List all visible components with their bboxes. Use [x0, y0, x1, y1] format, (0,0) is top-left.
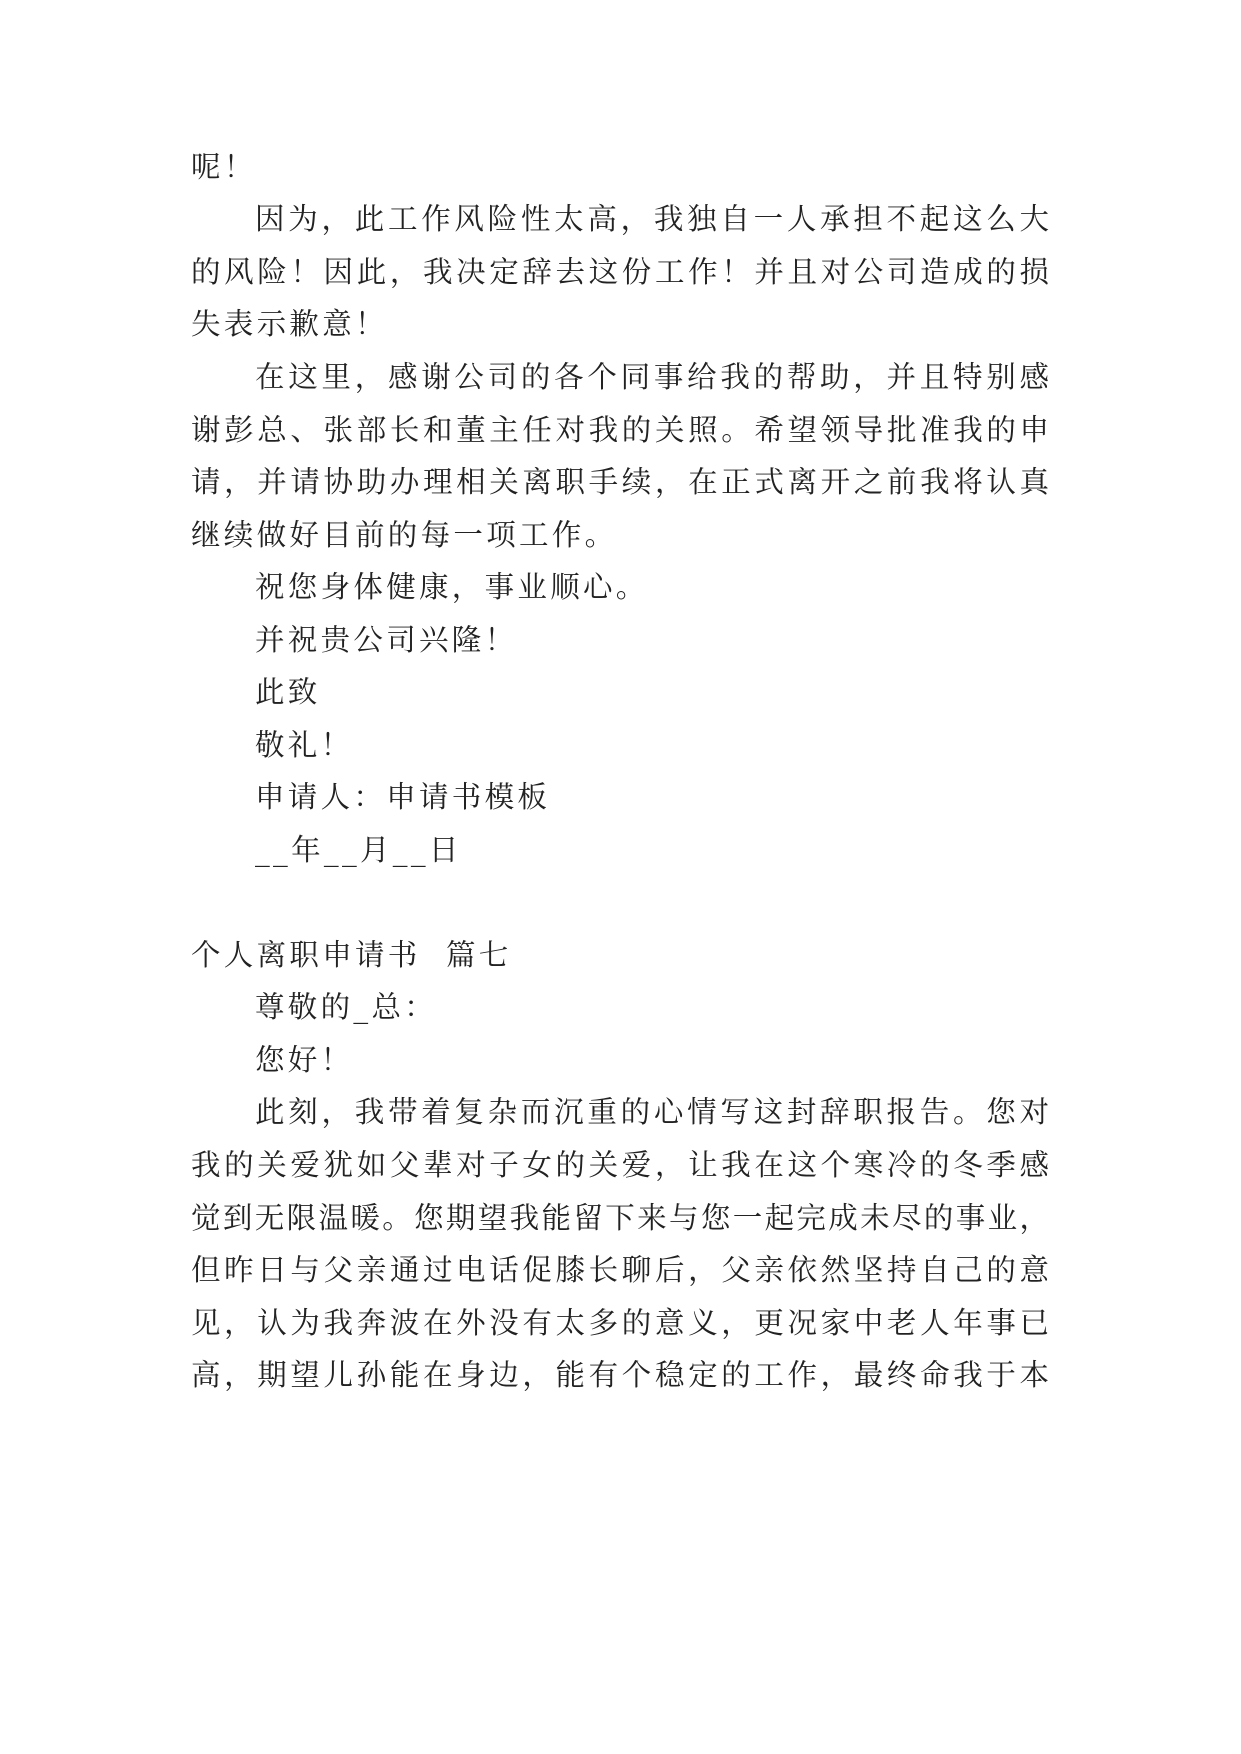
paragraph-line: 因为，此工作风险性太高，我独自一人承担不起这么大 [255, 202, 1049, 236]
paragraph-line: 我的关爱犹如父辈对子女的关爱，让我在这个寒冷的冬季感 [191, 1148, 1049, 1182]
paragraph-line: 见，认为我奔波在外没有太多的意义，更况家中老人年事已 [191, 1306, 1049, 1340]
paragraph-line: 谢彭总、张部长和董主任对我的关照。希望领导批准我的申 [191, 413, 1049, 447]
paragraph-line: 请，并请协助办理相关离职手续，在正式离开之前我将认真 [191, 465, 1049, 499]
applicant-line: 申请人：申请书模板 [255, 780, 551, 814]
salutation-line: 尊敬的_总： [255, 990, 438, 1024]
wish-line: 祝您身体健康，事业顺心。 [255, 570, 649, 604]
paragraph-line: 高，期望儿孙能在身边，能有个稳定的工作，最终命我于本 [191, 1358, 1049, 1392]
paragraph-line: 觉到无限温暖。您期望我能留下来与您一起完成未尽的事业， [191, 1201, 1049, 1235]
paragraph-line: 在这里，感谢公司的各个同事给我的帮助，并且特别感 [255, 360, 1049, 394]
continued-text-line: 呢！ [191, 150, 257, 184]
greeting-line: 您好！ [255, 1043, 354, 1077]
paragraph-line: 继续做好目前的每一项工作。 [191, 518, 618, 552]
paragraph-line: 的风险！因此，我决定辞去这份工作！并且对公司造成的损 [191, 255, 1049, 289]
paragraph-line: 此刻，我带着复杂而沉重的心情写这封辞职报告。您对 [255, 1095, 1049, 1129]
section-heading: 个人离职申请书 篇七 [191, 938, 512, 972]
wish-line: 并祝贵公司兴隆！ [255, 623, 518, 657]
closing-line: 敬礼！ [255, 728, 354, 762]
paragraph-line: 但昨日与父亲通过电话促膝长聊后，父亲依然坚持自己的意 [191, 1253, 1049, 1287]
closing-line: 此致 [255, 675, 321, 709]
paragraph-line: 失表示歉意！ [191, 307, 388, 341]
date-line: __年__月__日 [255, 833, 462, 867]
